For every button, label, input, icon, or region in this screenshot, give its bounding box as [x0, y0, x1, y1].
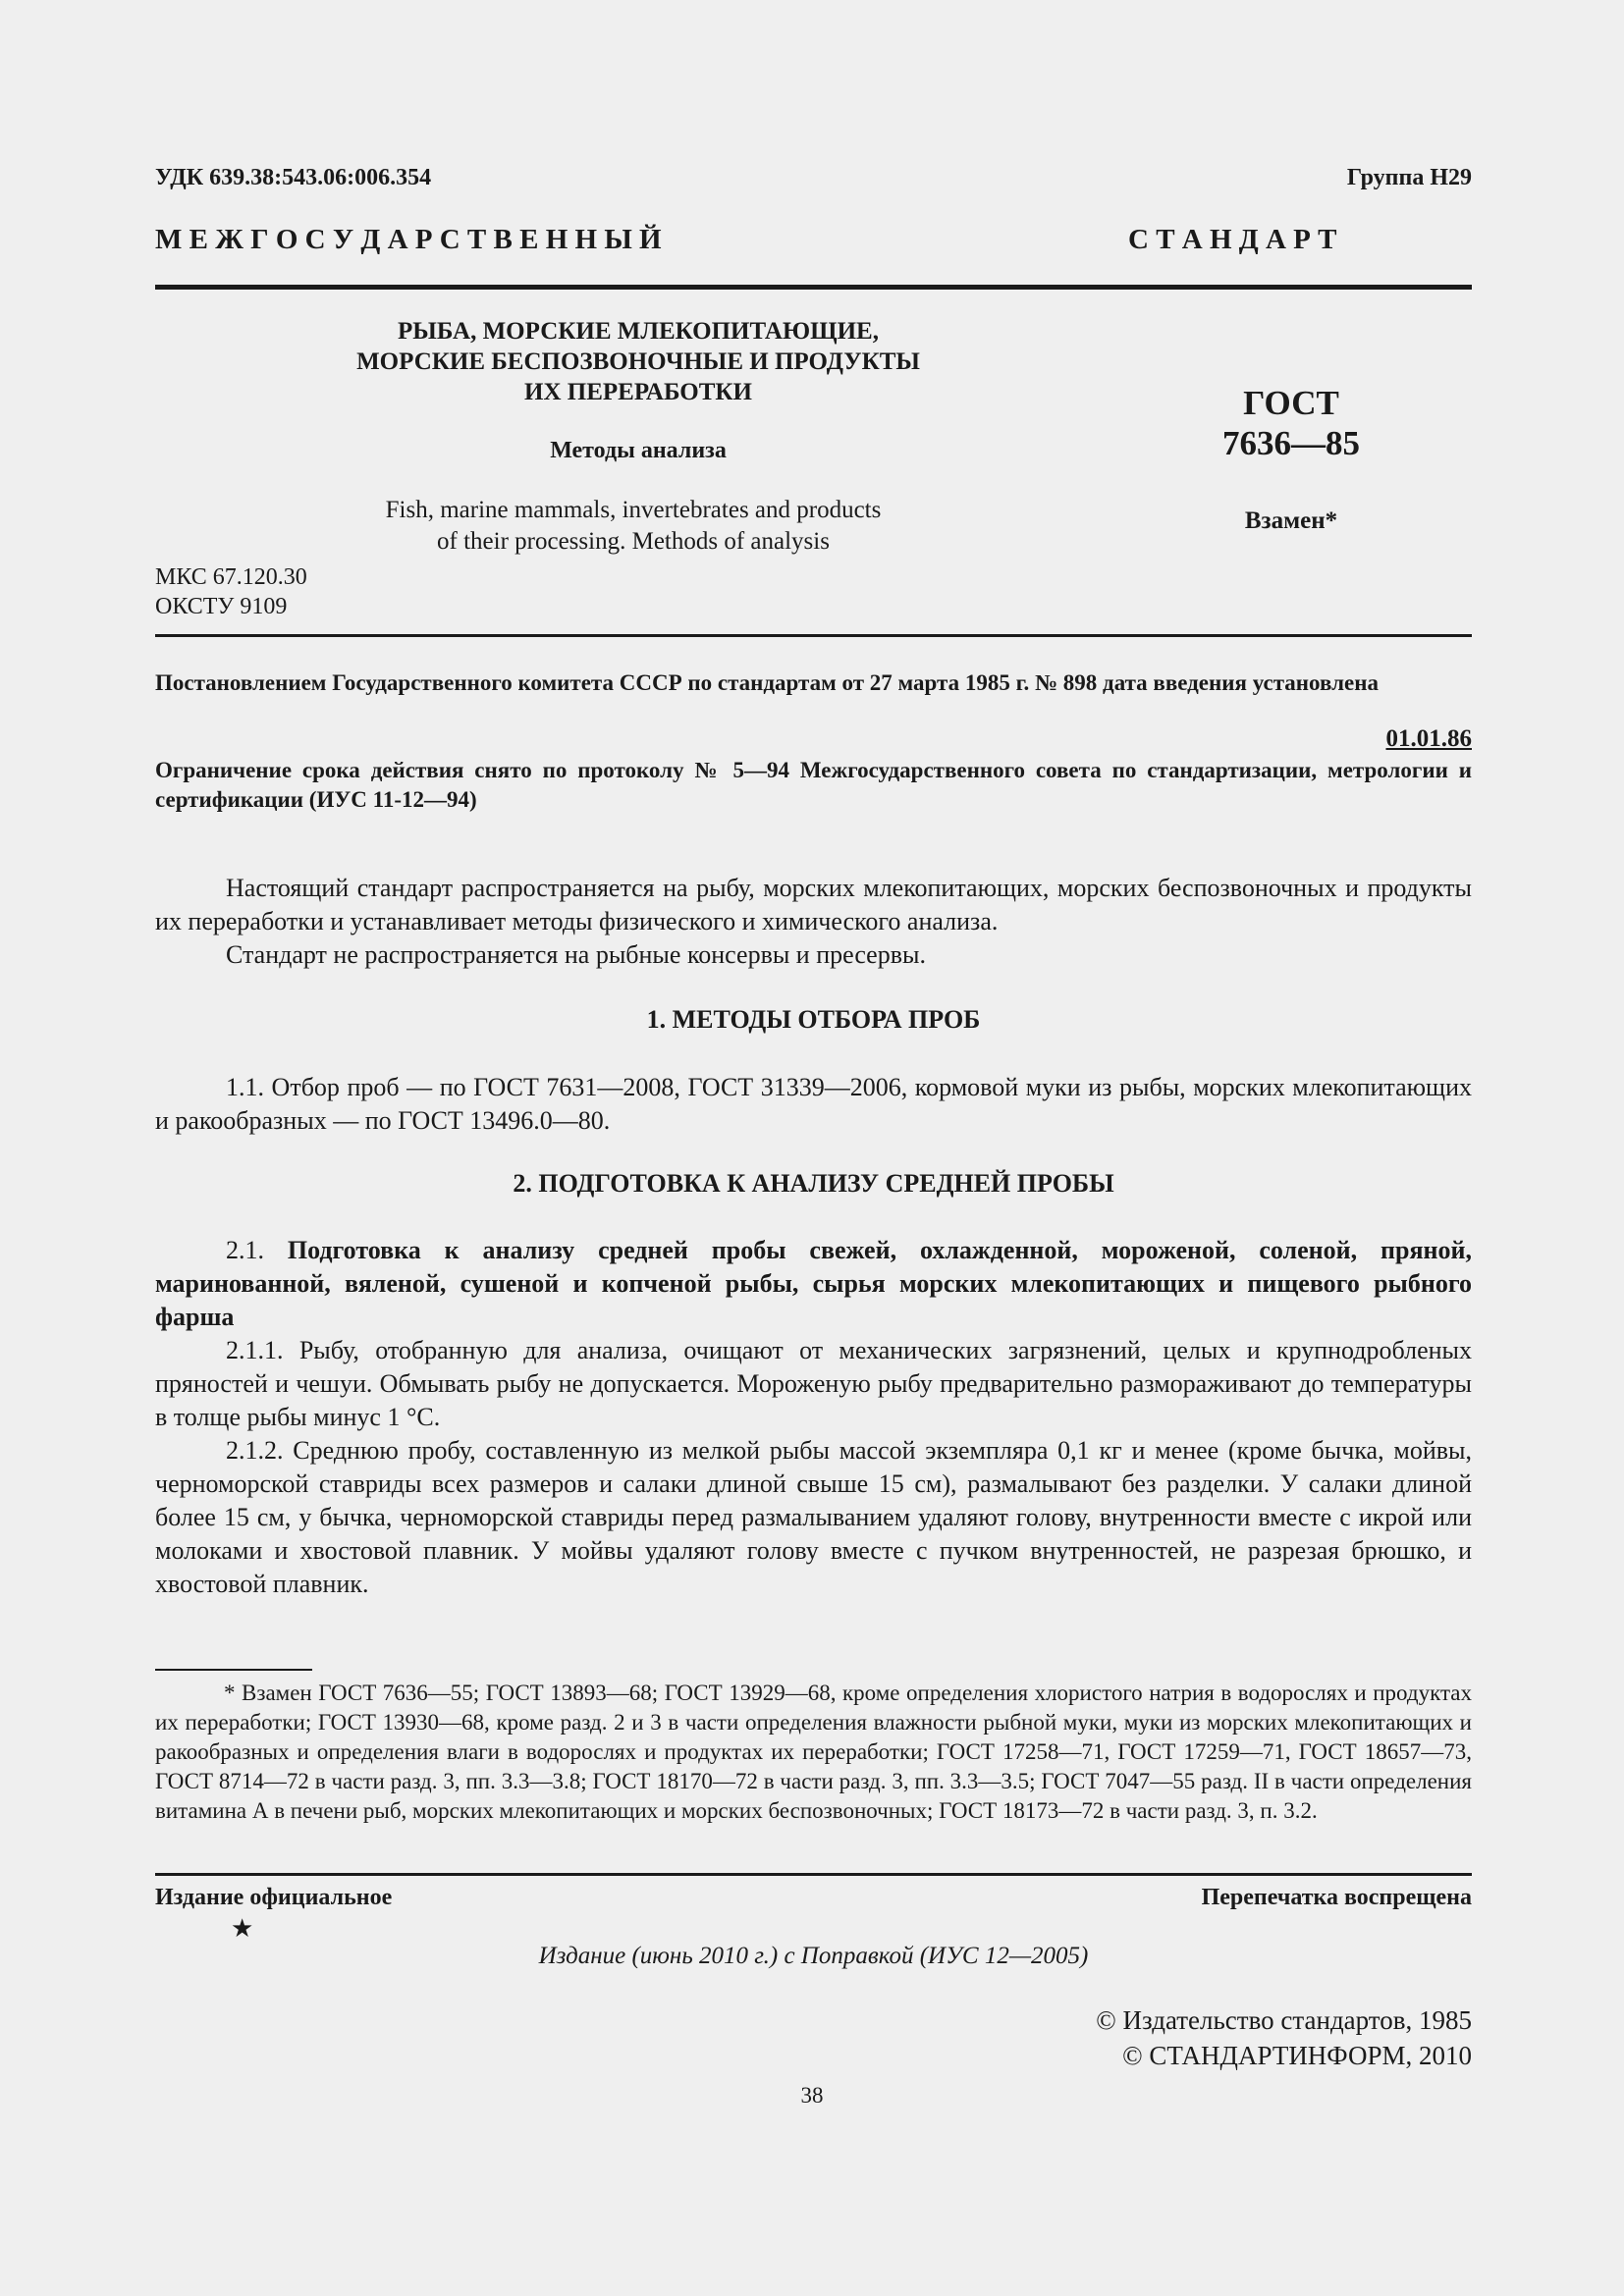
section-heading: 2. ПОДГОТОВКА К АНАЛИЗУ СРЕДНЕЙ ПРОБЫ [513, 1169, 1114, 1198]
english-title-line: Fish, marine mammals, invertebrates and products [385, 497, 882, 523]
okstu-code: ОКСТУ 9109 [155, 594, 288, 619]
title-line: ИХ ПЕРЕРАБОТКИ [524, 379, 752, 405]
page-number: 38 [800, 2083, 824, 2108]
gost-number: 7636—85 [1222, 424, 1360, 462]
intro-section [155, 872, 1472, 972]
copyright-line: © СТАНДАРТИНФОРМ, 2010 [1122, 2041, 1472, 2070]
footnote-text: * Взамен ГОСТ 7636—55; ГОСТ 13893—68; ГОСТ 13929—68, кроме определения хлористого натрия в водорослях и продуктах их переработки; ГОСТ 13930—68, кроме разд. 2 и 3 в части определения влажности рыбной муки, муки из морских млекопитающих и ракообразных и определения влаги в водорослях и продуктах их переработки; ГОСТ 17258—71, ГОСТ 17259—71, ГОСТ 18657—73, ГОСТ 8714—72 в части разд. 3, пп. 3.3—3.8; ГОСТ 18170—72 в части разд. 3, пп. 3.3—3.5; ГОСТ 7047—55 разд. II в части определения витамина А в печени рыб, морских млекопитающих и морских беспозвоночных; ГОСТ 18173—72 в части разд. 3, п. 3.2. [155, 1681, 1472, 1823]
star-icon: ★ [231, 1914, 254, 1943]
decree-text: Постановлением Государственного комитета СССР по стандартам от 27 марта 1985 г. № 898 дата введения установлена [155, 670, 1379, 695]
edition-note: Издание (июнь 2010 г.) с Поправкой (ИУС 12—2005) [538, 1943, 1089, 1969]
section-heading: 1. МЕТОДЫ ОТБОРА ПРОБ [646, 1005, 981, 1034]
english-title-line: of their processing. Methods of analysis [437, 528, 830, 555]
english-title [334, 495, 933, 558]
effective-date: 01.01.86 [1385, 725, 1472, 752]
standard-type-word2: С Т А Н Д А Р Т [1128, 224, 1337, 255]
footnote [155, 1679, 1472, 1826]
intro-paragraph: Настоящий стандарт распространяется на рыбу, морских млекопитающих, морских беспозвоночных и продукты их переработки и устанавливает методы физического и химического анализа. [155, 874, 1472, 935]
standard-type-heading [155, 224, 1472, 256]
udk-code: УДК 639.38:543.06:006.354 [155, 165, 432, 190]
title-line: МОРСКИЕ БЕСПОЗВОНОЧНЫЕ И ПРОДУКТЫ [356, 348, 920, 375]
clause-number: 2.1. [226, 1236, 264, 1264]
group-code: Группа Н29 [1346, 165, 1472, 190]
title-divider [155, 634, 1472, 637]
gost-label: ГОСТ [1243, 384, 1339, 422]
footer-divider [155, 1873, 1472, 1876]
classification-codes [155, 562, 307, 621]
replaces-note: Взамен* [1244, 507, 1338, 534]
copyright-block [1096, 2002, 1472, 2073]
paragraph-2-1-2: 2.1.2. Среднюю пробу, составленную из мелкой рыбы массой экземпляра 0,1 кг и менее (кроме бычка, мойвы, черноморской ставриды всех размеров и салаки длиной свыше 15 см), размалывают без разделки. У салаки длиной более 15 см, у бычка, черноморской ставриды перед размалыванием удаляют голову, внутренности вместе с икрой или молоками и хвостовой плавник. У мойвы удаляют голову вместе с пучком внутренностей, не разрезая брюшко, и хвостовой плавник. [155, 1436, 1472, 1598]
copyright-line: © Издательство стандартов, 1985 [1096, 2005, 1472, 2035]
official-edition-label: Издание официальное [155, 1885, 393, 1910]
standard-type-word1: М Е Ж Г О С У Д А Р С Т В Е Н Н Ы Й [155, 224, 662, 255]
paragraph-2-1 [155, 1234, 1472, 1334]
section2-body [155, 1234, 1472, 1601]
document-title [295, 316, 982, 407]
reprint-prohibited-label: Перепечатка воспрещена [1201, 1885, 1472, 1910]
document-subtitle: Методы анализа [550, 438, 727, 463]
clause-title: Подготовка к анализу средней пробы свежей, охлажденной, мороженой, соленой, пряной, маринованной, вяленой, сушеной и копченой рыбы, сырья морских млекопитающих и пищевого рыбного фарша [155, 1236, 1473, 1331]
paragraph-1-1: 1.1. Отбор проб — по ГОСТ 7631—2008, ГОСТ 31339—2006, кормовой муки из рыбы, морских млекопитающих и ракообразных — по ГОСТ 13496.0—80. [155, 1073, 1472, 1135]
section1-body [155, 1071, 1472, 1138]
title-line: РЫБА, МОРСКИЕ МЛЕКОПИТАЮЩИЕ, [398, 318, 879, 345]
limitation-text: Ограничение срока действия снято по протоколу № 5—94 Межгосударственного совета по стандартизации, метрологии и сертификации (ИУС 11-12—94) [155, 758, 1472, 812]
standard-designation [1159, 383, 1424, 463]
header-divider [155, 285, 1472, 290]
paragraph-2-1-1: 2.1.1. Рыбу, отобранную для анализа, очищают от механических загрязнений, целых и крупнодробленых пряностей и чешуи. Обмывать рыбу не допускается. Мороженую рыбу предварительно размораживают до температуры в толще рыбы минус 1 °С. [155, 1336, 1472, 1431]
mks-code: МКС 67.120.30 [155, 564, 307, 590]
intro-paragraph: Стандарт не распространяется на рыбные консервы и пресервы. [226, 940, 926, 969]
footnote-divider [155, 1669, 312, 1671]
